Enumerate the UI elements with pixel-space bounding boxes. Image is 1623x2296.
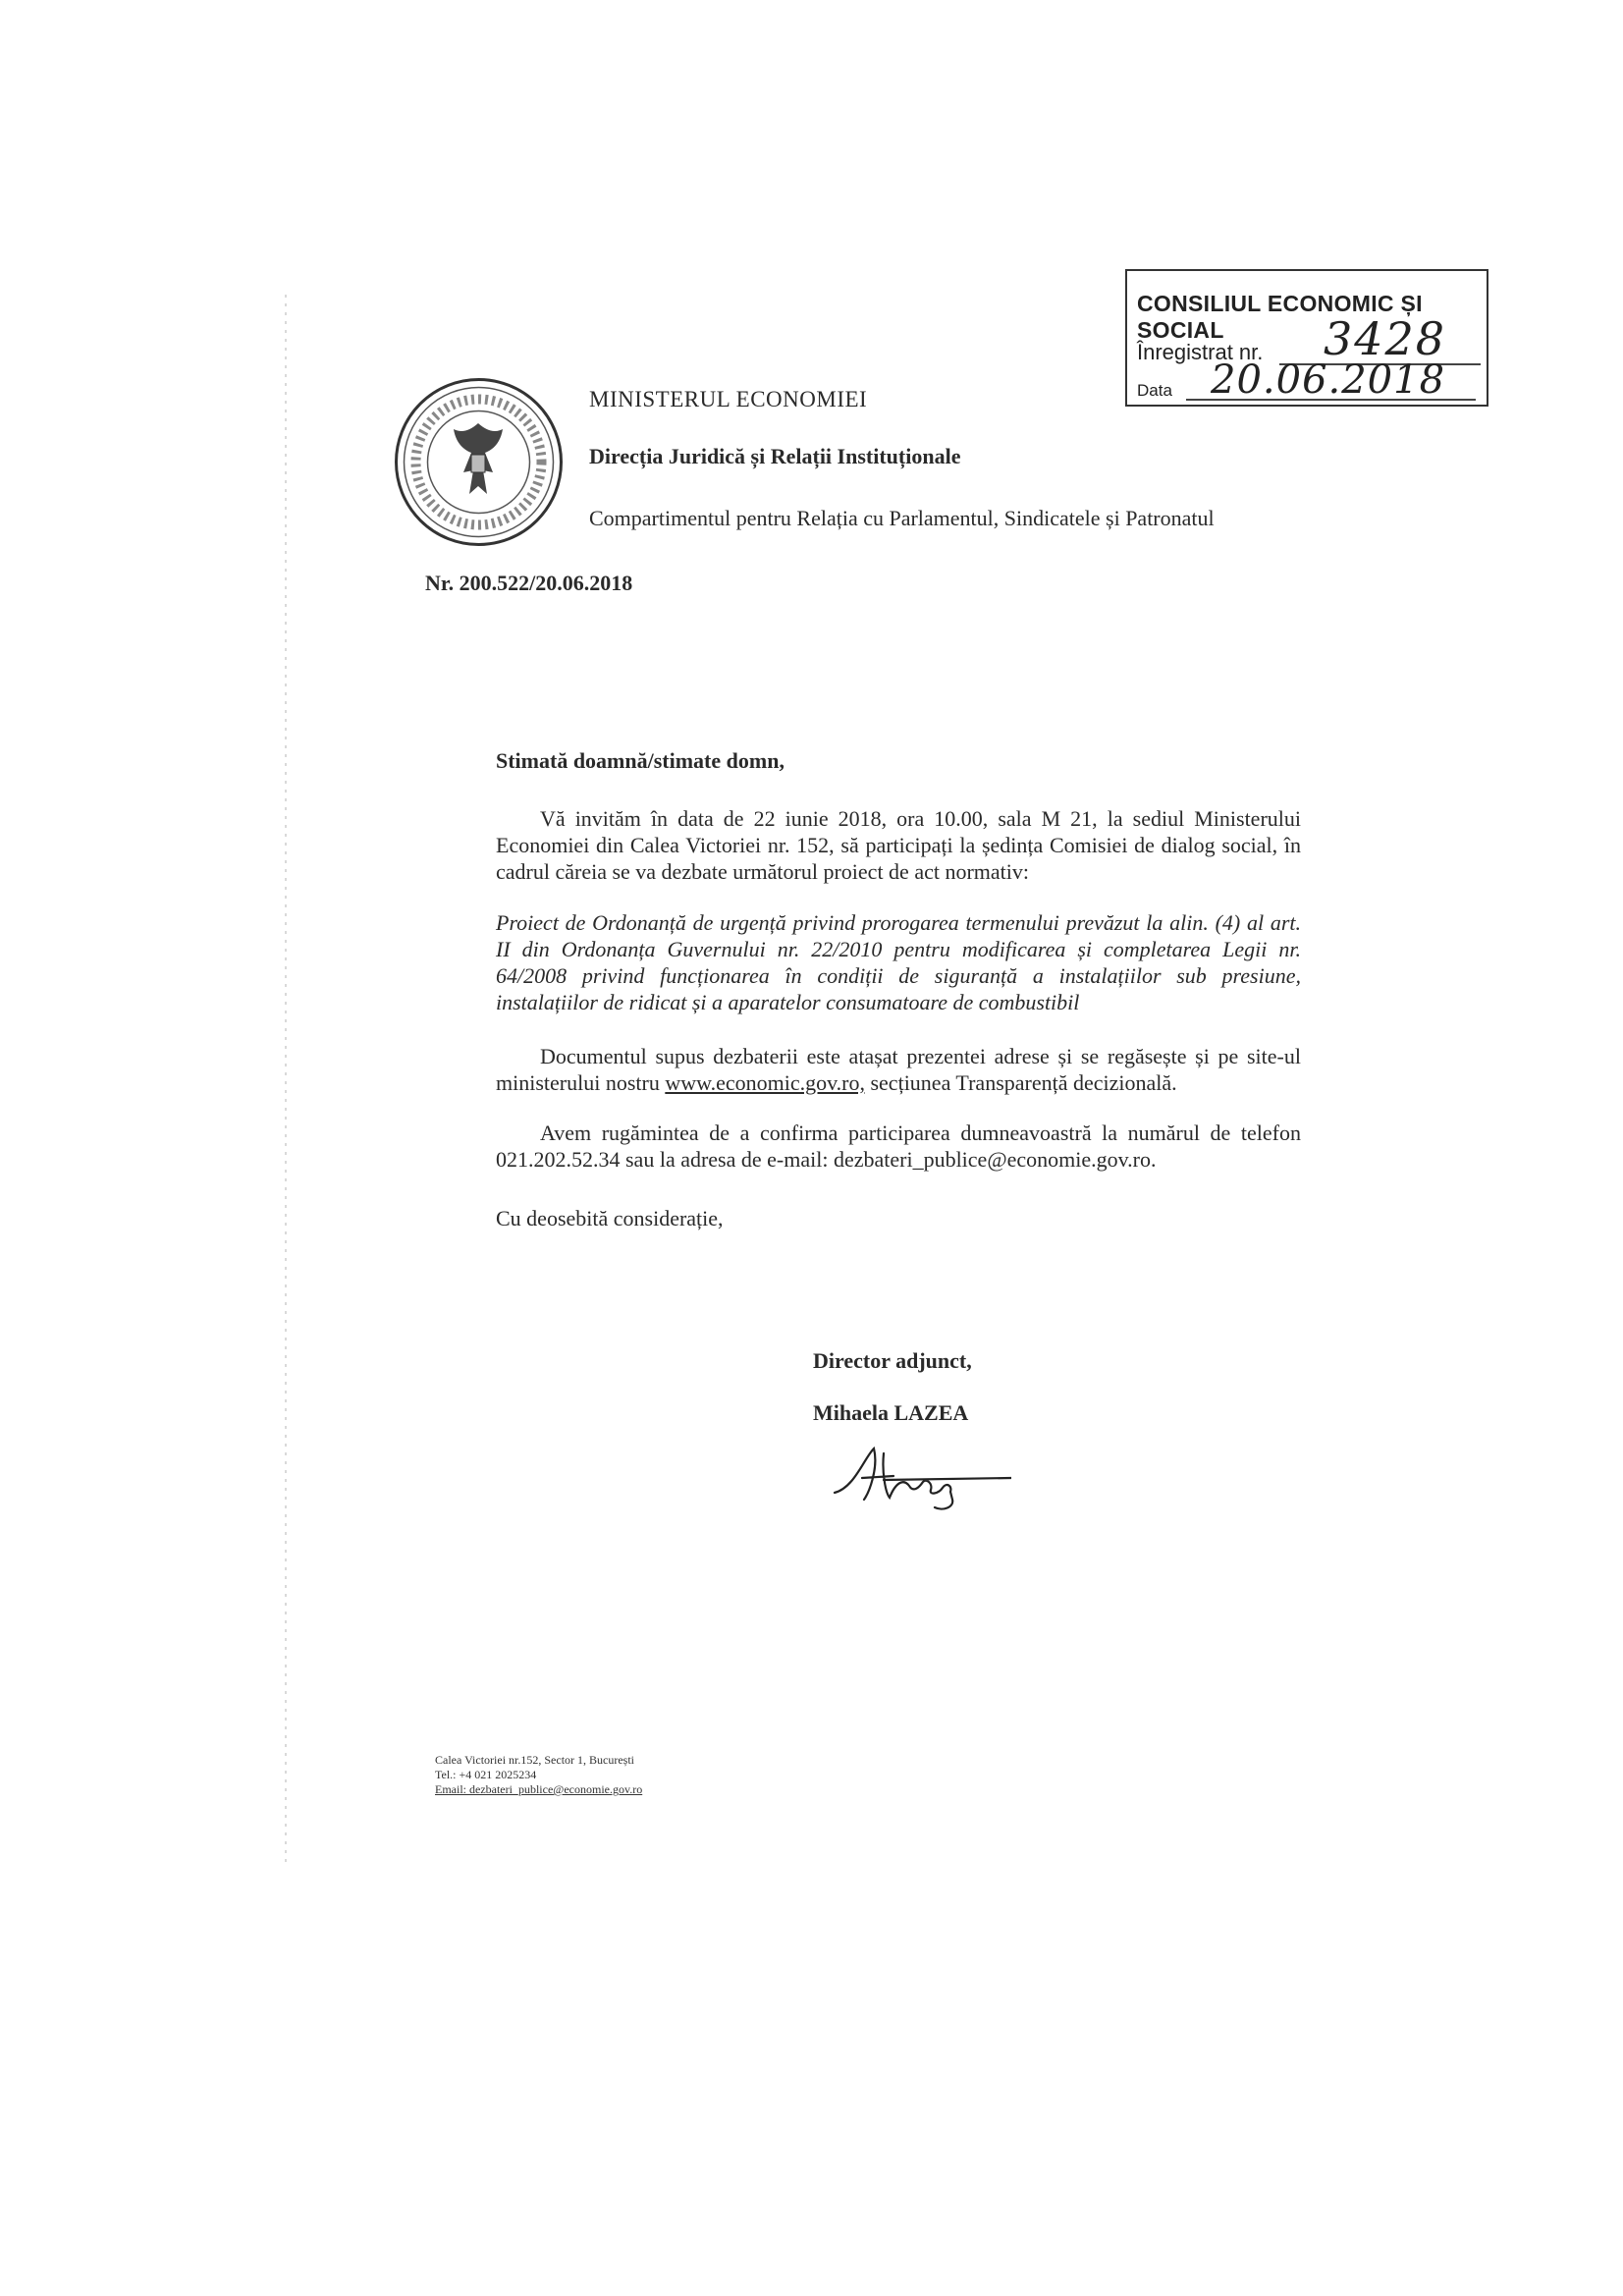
directorate-name: Direcția Juridică și Relații Instituționale [589,444,961,468]
signatory-name: Mihaela LAZEA [813,1400,969,1425]
website-link[interactable]: www.economic.gov.ro, [665,1070,865,1095]
closing-line: Cu deosebită considerație, [496,1206,724,1230]
signatory-title: Director adjunct, [813,1348,972,1373]
scan-edge-artifact [285,295,287,1866]
ministry-name: MINISTERUL ECONOMIEI [589,387,868,411]
greeting: Stimată doamnă/stimate domn, [496,748,784,773]
paragraph-document-text-end: secțiunea Transparență decizională. [864,1070,1177,1095]
footer-contact [435,1753,642,1797]
paragraph-invitation-text: Vă invităm în data de 22 iunie 2018, ora 10.00, sala M 21, la sediul Ministerului Economiei din Calea Victoriei nr. 152, să participați la ședința Comisiei de dialog social, în cadrul căreia se va dezbate următorul proiect de act normativ: [496,806,1301,884]
paragraph-request-text: Avem rugămintea de a confirma participarea dumneavoastră la numărul de telefon 021.202.52.34 sau la adresa de e-mail: dezbateri_publice@economie.gov.ro. [496,1121,1301,1172]
document-number: Nr. 200.522/20.06.2018 [425,571,633,595]
stamp-title: CONSILIUL ECONOMIC ȘI SOCIAL [1137,291,1423,343]
stamp-registered-number: 3428 [1324,312,1447,365]
department-name: Compartimentul pentru Relația cu Parlamentul, Sindicatele și Patronatul [589,506,1215,530]
registration-stamp [1125,269,1488,407]
paragraph-project-title: Proiect de Ordonanță de urgență privind prorogarea termenului prevăzut la alin. (4) al art. II din Ordonanța Guvernului nr. 22/2010 pentru modificarea și completarea Legii nr. 64/2008 privind funcționarea în condiții de siguranță a instalațiilor sub presiune, instalațiilor de ridicat și a aparatelor consumatoare de combustibil [496,910,1301,1014]
paragraph-invitation [496,805,1301,885]
footer-phone: Tel.: +4 021 2025234 [435,1768,537,1781]
footer-address: Calea Victoriei nr.152, Sector 1, București [435,1753,635,1767]
government-emblem-icon [393,376,565,548]
paragraph-document [496,1043,1301,1096]
stamp-date-value: 20.06.2018 [1211,357,1446,403]
footer-email: Email: dezbateri_publice@economie.gov.ro [435,1782,643,1796]
handwritten-signature [825,1439,1011,1517]
paragraph-document-text: Documentul supus dezbaterii este atașat prezentei adrese și se regăsește și pe site-ul ministerului nostru [496,1044,1301,1095]
stamp-registered-label: Înregistrat nr. [1137,340,1264,364]
stamp-date-label: Data [1137,381,1172,400]
paragraph-request [496,1120,1301,1173]
